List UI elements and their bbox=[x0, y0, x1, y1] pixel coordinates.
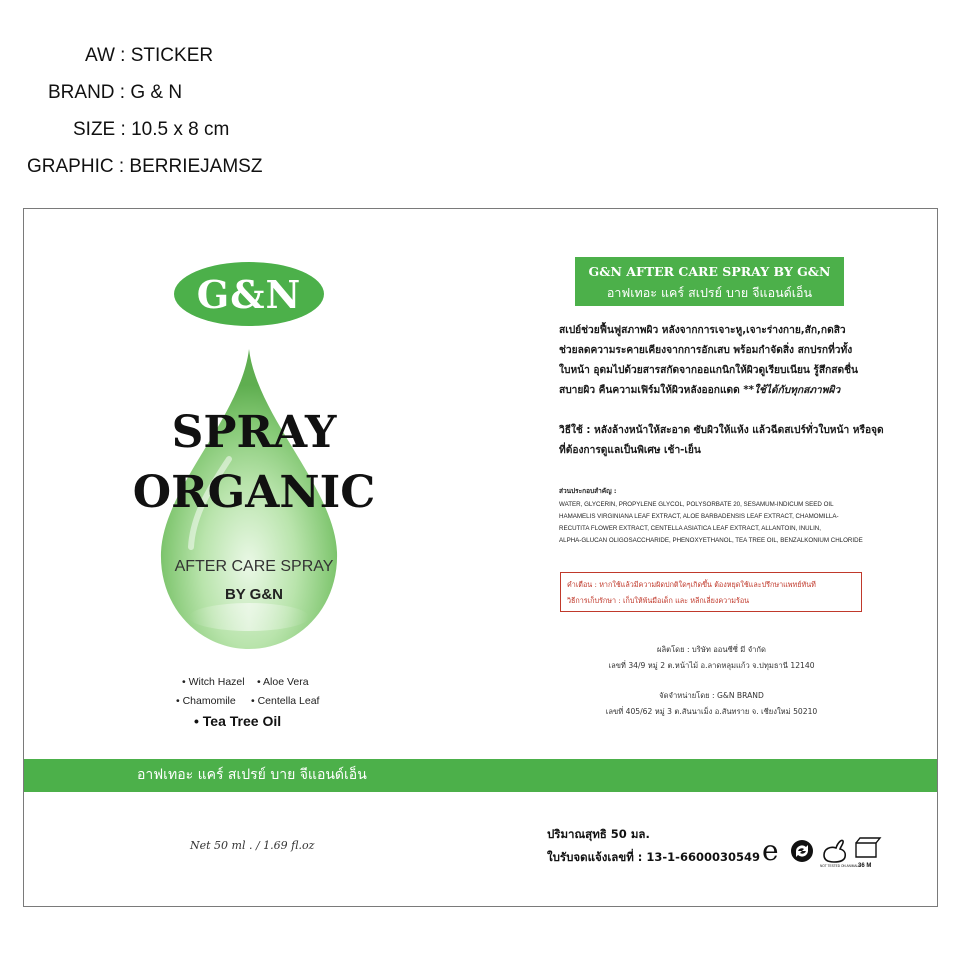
svg-text:e: e bbox=[762, 834, 779, 867]
spec-key: BRAND bbox=[48, 82, 115, 103]
composition-title: ส่วนประกอบสำคัญ : bbox=[559, 487, 617, 495]
manufacturer-address: เลขที่ 34/9 หมู่ 2 ต.หน้าไม้ อ.ลาดหลุมแก้ว จ.ปทุมธานี 12140 bbox=[608, 661, 815, 670]
description-line: ใบหน้า อุดมไปด้วยสารสกัดจากออแกนิกให้ผิวดูเรียบเนียน รู้สึกสดชื่น bbox=[559, 365, 858, 376]
product-title-line2: ORGANIC bbox=[132, 467, 376, 518]
net-volume-th: ปริมาณสุทธิ 50 มล. bbox=[547, 827, 650, 841]
band-text: อาฟเทอะ แคร์ สเปรย์ บาย จีแอนด์เอ็น bbox=[137, 767, 367, 783]
distributor-address: เลขที่ 405/62 หมู่ 3 ต.สันนาเม็ง อ.สันทราย จ. เชียงใหม่ 50210 bbox=[605, 707, 818, 716]
description-note: **ใช้ได้กับทุกสภาพผิว bbox=[743, 385, 841, 396]
how-to-line: วิธีใช้ : หลังล้างหน้าให้สะอาด ซับผิวให้แห้ง แล้วฉีดสเปร์ทั่วใบหน้า หรือจุด bbox=[559, 425, 884, 436]
green-band bbox=[24, 759, 937, 792]
description-line: ช่วยลดความระคายเคียงจากการอักเสบ พร้อมกำจัดสิ่ง สกปรกที่วทั้ง bbox=[559, 345, 853, 356]
svg-text:NOT TESTED ON ANIMALS: NOT TESTED ON ANIMALS bbox=[820, 864, 861, 868]
recycle-icon bbox=[791, 840, 813, 862]
description bbox=[559, 321, 889, 401]
spec-value: STICKER bbox=[130, 45, 214, 66]
product-subtitle: AFTER CARE SPRAY bbox=[174, 558, 334, 575]
registration-number: ใบรับจดแจ้งเลขที่ : 13-1-6600030549 bbox=[547, 850, 760, 864]
brand-logo: G&N bbox=[174, 262, 324, 326]
spec-sep: : bbox=[115, 119, 132, 140]
spec-key: AW bbox=[85, 45, 115, 66]
description-last: สบายผิว คืนความเฟิร์มให้ผิวหลังออกแดด bbox=[559, 385, 740, 396]
composition-line: RECUTITA FLOWER EXTRACT, CENTELLA ASIATICA LEAF EXTRACT, ALLANTOIN, INULIN, bbox=[559, 525, 821, 532]
warning-box bbox=[560, 572, 862, 612]
spec-key: SIZE bbox=[73, 119, 116, 140]
product-by-line: BY G&N bbox=[224, 586, 284, 603]
spec-brand bbox=[48, 82, 182, 104]
spec-sep: : bbox=[114, 45, 131, 66]
composition-line: WATER, GLYCERIN, PROPYLENE GLYCOL, POLYSORBATE 20, SESAMUM-INDICUM SEED OIL bbox=[559, 501, 834, 508]
back-header-th: อาฟเทอะ แคร์ สเปรย์ บาย จีแอนด์เอ็น bbox=[606, 285, 813, 300]
spec-value: G & N bbox=[130, 82, 183, 103]
spec-graphic bbox=[27, 156, 262, 178]
period-after-opening-icon bbox=[856, 838, 880, 869]
how-to-use bbox=[559, 421, 889, 461]
description-line bbox=[559, 381, 889, 401]
description-line: สเปย์ช่วยฟื้นฟูสภาพผิว หลังจากการเจาะหู,เจาะร่างกาย,สัก,กดสิว bbox=[559, 325, 846, 336]
ingredient-item: • Centella Leaf bbox=[251, 695, 320, 707]
storage-text: วิธีการเก็บรักษา : เก็บให้พ้นมือเด็ก และ หลีกเลี่ยงความร้อน bbox=[567, 596, 750, 605]
manufacturer-label: ผลิตโดย : บริษัท ออนซีซี่ มี จำกัด bbox=[657, 645, 766, 654]
spec-aw bbox=[85, 45, 213, 67]
spec-key: GRAPHIC bbox=[27, 156, 114, 177]
spec-sep: : bbox=[113, 156, 130, 177]
ingredient-item: • Aloe Vera bbox=[257, 676, 309, 688]
sticker-label bbox=[23, 208, 938, 907]
composition-line: HAMAMELIS VIRGINIANA LEAF EXTRACT, ALOE BARBADENSIS LEAF EXTRACT, CHAMOMILLA- bbox=[559, 513, 839, 520]
certification-icons bbox=[762, 833, 882, 869]
distributor-label: จัดจำหน่ายโดย : G&N BRAND bbox=[659, 691, 764, 700]
spec-value: 10.5 x 8 cm bbox=[131, 119, 230, 140]
estimated-sign-icon bbox=[762, 834, 779, 867]
cruelty-free-bunny-icon bbox=[820, 840, 860, 868]
spec-sep: : bbox=[114, 82, 131, 103]
back-header bbox=[575, 257, 844, 306]
svg-text:36 M: 36 M bbox=[858, 863, 872, 869]
spec-value: BERRIEJAMSZ bbox=[129, 156, 263, 177]
ingredient-item: • Chamomile bbox=[176, 695, 236, 707]
product-title-line1: SPRAY bbox=[171, 407, 337, 458]
back-header-en: G&N AFTER CARE SPRAY BY G&N bbox=[588, 264, 831, 279]
how-to-line: ที่ต้องการดูแลเป็นพิเศษ เช้า-เย็น bbox=[559, 445, 701, 456]
warning-text: คำเตือน : หากใช้แล้วมีความผิดปกติใดๆเกิดขึ้น ต้องหยุดใช้และปรึกษาแพทย์ทันที bbox=[567, 580, 816, 589]
composition-line: ALPHA-GLUCAN OLIGOSACCHARIDE, PHENOXYETHANOL, TEA TREE OIL, BENZALKONIUM CHLORIDE bbox=[559, 537, 863, 544]
composition-list bbox=[559, 499, 899, 547]
spec-size bbox=[73, 119, 229, 141]
ingredient-item: • Witch Hazel bbox=[182, 676, 245, 688]
main-ingredient: • Tea Tree Oil bbox=[194, 713, 282, 729]
net-volume: Net 50 ml . / 1.69 fl.oz bbox=[190, 839, 315, 852]
